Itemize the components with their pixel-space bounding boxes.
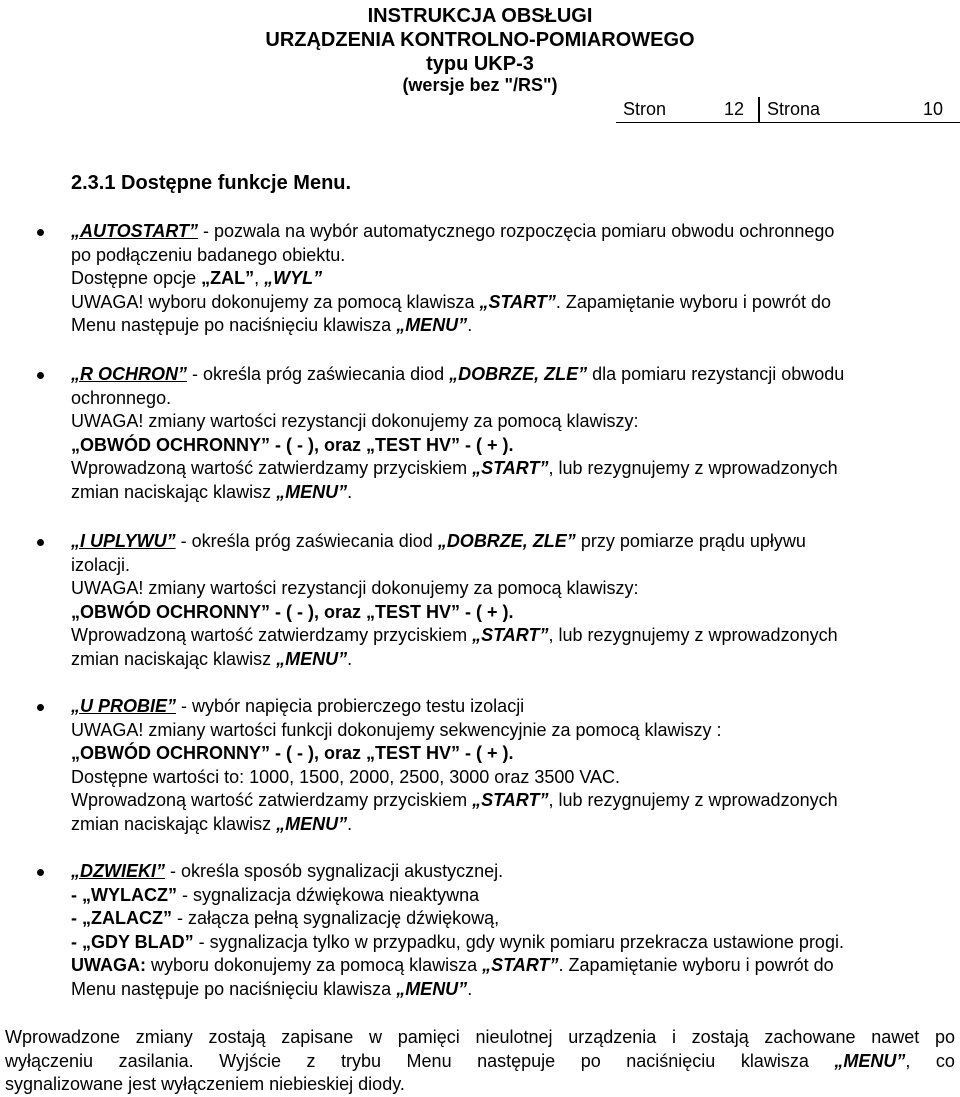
function-desc: - określa sposób sygnalizacji akustycznej. bbox=[165, 861, 504, 881]
note-text: UWAGA! zmiany wartości funkcji dokonujemy sekwencyjnie za pomocą klawiszy : bbox=[71, 719, 722, 740]
menu-text-end: . bbox=[467, 315, 473, 335]
header-device: URZĄDZENIA KONTROLNO-POMIAROWEGO bbox=[265, 29, 695, 51]
word: po bbox=[580, 1050, 601, 1071]
word: zapisane bbox=[281, 1027, 354, 1047]
page-divider bbox=[758, 97, 760, 122]
option-gdy-blad: - „GDY BLAD” bbox=[71, 931, 194, 952]
word: nawet bbox=[871, 1027, 920, 1047]
key-start: „START” bbox=[472, 790, 549, 810]
confirm-text: Wprowadzoną wartość zatwierdzamy przyciskiem bbox=[71, 790, 473, 810]
option-desc: - sygnalizacja tylko w przypadku, gdy wynik pomiaru przekracza ustawione progi. bbox=[193, 931, 844, 952]
key-start: „START” bbox=[482, 955, 559, 975]
word: następuje bbox=[477, 1050, 556, 1071]
diodes-label: „DOBRZE, ZLE” bbox=[437, 531, 576, 551]
page-label: Strona bbox=[767, 99, 821, 119]
function-desc-end: ochronnego. bbox=[71, 387, 172, 408]
word: co bbox=[935, 1050, 955, 1071]
word: , bbox=[905, 1050, 911, 1071]
pages-label: Stron bbox=[623, 99, 667, 119]
menu-text-end: . bbox=[467, 978, 473, 999]
key-menu: „MENU” bbox=[396, 978, 468, 999]
paragraph-line-3: sygnalizowane jest wyłączeniem niebieskiej diody. bbox=[5, 1074, 405, 1094]
confirm-text-cont: , lub rezygnujemy z wprowadzonych bbox=[548, 625, 838, 645]
word: Wyjście bbox=[219, 1050, 281, 1071]
bullet-icon bbox=[37, 372, 44, 379]
note-label: UWAGA: bbox=[71, 955, 146, 975]
keys-text: „OBWÓD OCHRONNY” - ( - ), oraz „TEST HV” - ( + ). bbox=[71, 434, 514, 455]
function-name: „R OCHRON” bbox=[71, 364, 187, 384]
cancel-text-end: . bbox=[347, 648, 353, 669]
word: zostają bbox=[691, 1027, 749, 1047]
option-wylacz: - „WYLACZ” bbox=[71, 884, 177, 905]
closing-paragraph bbox=[5, 1026, 955, 1097]
function-name: „U PROBIE” bbox=[71, 696, 177, 716]
confirm-text-cont: , lub rezygnujemy z wprowadzonych bbox=[548, 458, 838, 478]
page-counter bbox=[616, 97, 960, 123]
options-separator: , bbox=[254, 268, 265, 288]
word: i bbox=[671, 1027, 676, 1047]
function-desc: - określa próg zaświecania diod bbox=[175, 531, 438, 551]
header-type: typu UKP-3 bbox=[426, 53, 534, 75]
item-autostart bbox=[71, 220, 957, 338]
keys-text: „OBWÓD OCHRONNY” - ( - ), oraz „TEST HV” - ( + ). bbox=[71, 743, 514, 763]
function-desc-cont: dla pomiaru rezystancji obwodu bbox=[587, 364, 845, 384]
section-title: 2.3.1 Dostępne funkcje Menu. bbox=[71, 172, 352, 194]
document-header bbox=[0, 4, 960, 95]
confirm-text-cont: , lub rezygnujemy z wprowadzonych bbox=[548, 790, 838, 810]
confirm-text: Wprowadzoną wartość zatwierdzamy przyciskiem bbox=[71, 458, 473, 478]
key-start: „START” bbox=[472, 458, 549, 478]
cancel-text: zmian naciskając klawisz bbox=[71, 481, 277, 502]
word: z bbox=[306, 1050, 316, 1071]
word: zmiany bbox=[135, 1027, 193, 1047]
key-menu: „MENU” bbox=[276, 648, 348, 669]
function-name: „I UPLYWU” bbox=[71, 531, 176, 551]
bullet-icon bbox=[37, 869, 44, 876]
keys-text: „OBWÓD OCHRONNY” - ( - ), oraz „TEST HV” - ( + ). bbox=[71, 601, 514, 622]
key-start: „START” bbox=[472, 625, 549, 645]
key-menu: „MENU” bbox=[276, 481, 348, 502]
key-start: „START” bbox=[479, 291, 556, 312]
bullet-icon bbox=[37, 229, 44, 236]
key-menu: „MENU” bbox=[276, 813, 348, 834]
function-desc-cont: po podłączeniu badanego obiektu. bbox=[71, 244, 346, 265]
note-text-cont: . Zapamiętanie wyboru i powrót do bbox=[558, 955, 834, 975]
item-i-uplywu bbox=[71, 530, 957, 671]
header-version: (wersje bez "/RS") bbox=[402, 75, 558, 95]
note-text: wyboru dokonujemy za pomocą klawisza bbox=[146, 955, 483, 975]
word: naciśnięciu bbox=[626, 1050, 716, 1071]
note-text-cont: . Zapamiętanie wyboru i powrót do bbox=[555, 291, 831, 312]
word: po bbox=[934, 1027, 955, 1047]
item-dzwieki bbox=[71, 860, 957, 1001]
word: zasilania. bbox=[118, 1050, 194, 1071]
key-menu: „MENU” bbox=[396, 315, 468, 335]
available-values: Dostępne wartości to: 1000, 1500, 2000, 2500, 3000 oraz 3500 VAC. bbox=[71, 766, 621, 787]
options-label: Dostępne opcje bbox=[71, 268, 202, 288]
word: trybu bbox=[341, 1050, 382, 1071]
word: Menu bbox=[406, 1050, 452, 1071]
note-text: UWAGA! zmiany wartości rezystancji dokonujemy za pomocą klawiszy: bbox=[71, 411, 639, 431]
diodes-label: „DOBRZE, ZLE” bbox=[449, 364, 588, 384]
cancel-text: zmian naciskając klawisz bbox=[71, 813, 277, 834]
function-name: „AUTOSTART” bbox=[71, 221, 199, 241]
option-zal: „ZAL” bbox=[201, 268, 255, 288]
note-text: UWAGA! wyboru dokonujemy za pomocą klawisza bbox=[71, 291, 480, 312]
item-u-probie bbox=[71, 695, 957, 836]
word: klawisza bbox=[740, 1050, 809, 1071]
word: w bbox=[369, 1027, 382, 1047]
word: nieulotnej bbox=[475, 1027, 553, 1047]
cancel-text-end: . bbox=[347, 481, 353, 502]
paragraph-line-1 bbox=[5, 1026, 955, 1050]
item-r-ochron bbox=[71, 363, 957, 504]
cancel-text: zmian naciskając klawisz bbox=[71, 648, 277, 669]
confirm-text: Wprowadzoną wartość zatwierdzamy przyciskiem bbox=[71, 625, 473, 645]
function-desc: - wybór napięcia probierczego testu izolacji bbox=[176, 696, 525, 716]
menu-text: Menu następuje po naciśnięciu klawisza bbox=[71, 978, 397, 999]
function-desc: - pozwala na wybór automatycznego rozpoczęcia pomiaru obwodu ochronnego bbox=[198, 221, 835, 241]
word: wyłączeniu bbox=[5, 1050, 94, 1071]
function-desc: - określa próg zaświecania diod bbox=[187, 364, 450, 384]
bullet-icon bbox=[37, 704, 44, 711]
page-number: 10 bbox=[923, 99, 944, 119]
header-title: INSTRUKCJA OBSŁUGI bbox=[367, 5, 593, 27]
option-wyl: „WYL” bbox=[264, 268, 323, 288]
option-desc: - sygnalizacja dźwiękowa nieaktywna bbox=[176, 884, 480, 905]
option-desc: - załącza pełną sygnalizację dźwiękową, bbox=[171, 908, 500, 928]
option-zalacz: - „ZALACZ” bbox=[71, 908, 172, 928]
bullet-icon bbox=[37, 539, 44, 546]
function-name: „DZWIEKI” bbox=[71, 861, 165, 881]
menu-text: Menu następuje po naciśnięciu klawisza bbox=[71, 315, 397, 335]
function-desc-end: izolacji. bbox=[71, 554, 131, 575]
cancel-text-end: . bbox=[347, 813, 353, 834]
note-text: UWAGA! zmiany wartości rezystancji dokonujemy za pomocą klawiszy: bbox=[71, 578, 639, 598]
word: zachowane bbox=[764, 1027, 856, 1047]
function-desc-cont: przy pomiarze prądu upływu bbox=[575, 531, 806, 551]
word: Wprowadzone bbox=[5, 1027, 121, 1047]
word: urządzenia bbox=[568, 1027, 657, 1047]
pages-total: 12 bbox=[724, 99, 745, 119]
key-menu: „MENU” bbox=[834, 1050, 906, 1071]
paragraph-line-2 bbox=[5, 1050, 955, 1074]
word: pamięci bbox=[397, 1027, 460, 1047]
word: zostają bbox=[208, 1027, 266, 1047]
